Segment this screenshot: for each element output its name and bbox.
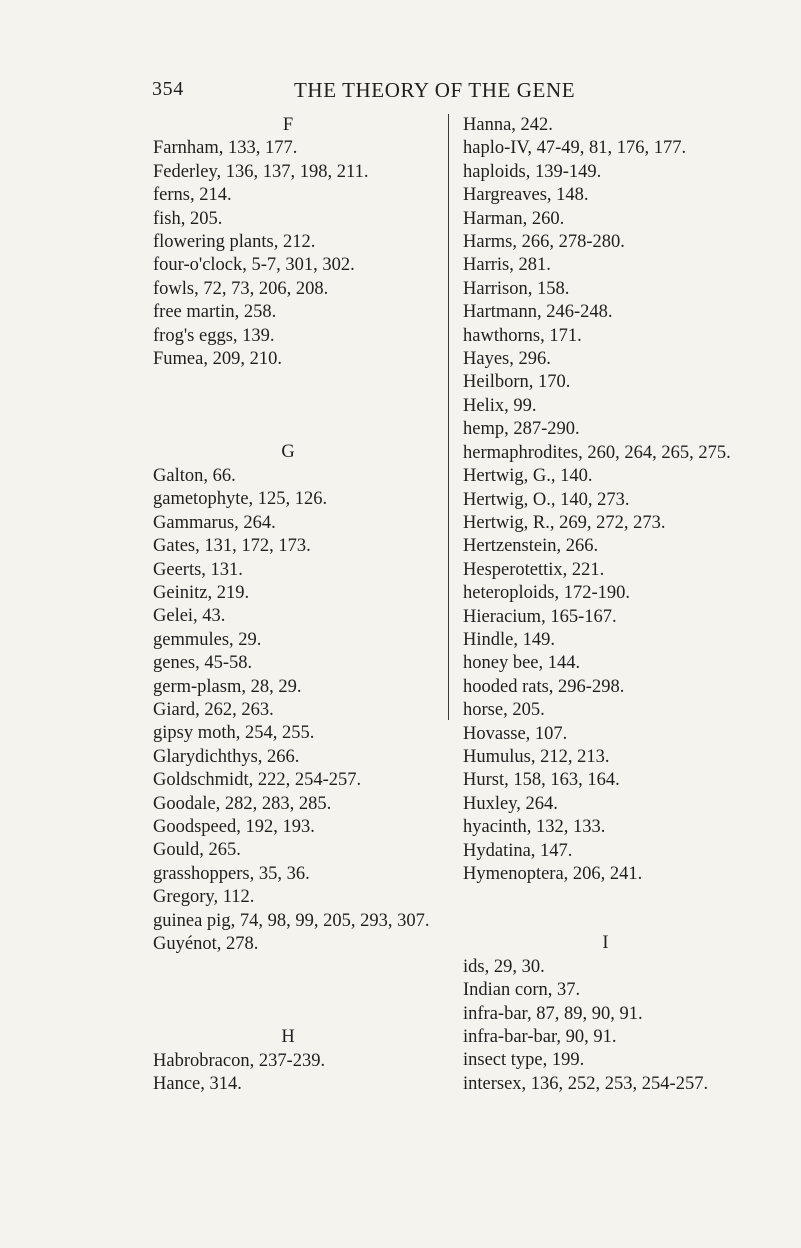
- section-spacer: [463, 886, 763, 932]
- index-entry: Fumea, 209, 210.: [153, 349, 282, 370]
- index-entry: intersex, 136, 252, 253, 254-257.: [463, 1073, 709, 1094]
- index-entry: Helix, 99.: [463, 395, 537, 416]
- index-entry: Hartmann, 246-248.: [463, 302, 613, 323]
- index-entry: Hanna, 242.: [463, 115, 553, 135]
- index-entry: Farnham, 133, 177.: [153, 138, 298, 159]
- index-entry: Huxley, 264.: [463, 793, 558, 814]
- index-entry: insect type, 199.: [463, 1050, 585, 1071]
- index-entry: hyacinth, 132, 133.: [463, 817, 606, 838]
- index-entry: Goldschmidt, 222, 254-257.: [153, 770, 362, 791]
- index-entry: Federley, 136, 137, 198, 211.: [153, 161, 369, 182]
- index-entry: horse, 205.: [463, 700, 545, 721]
- index-entry: gametophyte, 125, 126.: [153, 489, 328, 510]
- section-spacer: [153, 371, 443, 441]
- index-entry: haploids, 139-149.: [463, 161, 602, 182]
- index-entry: honey bee, 144.: [463, 653, 581, 674]
- index-entry: flowering plants, 212.: [153, 232, 316, 253]
- index-entry: Hieracium, 165-167.: [463, 606, 617, 627]
- index-entry: ferns, 214.: [153, 185, 232, 206]
- index-entry: Harris, 281.: [463, 255, 551, 276]
- index-entry: germ-plasm, 28, 29.: [153, 676, 302, 697]
- index-entry: Geerts, 131.: [153, 559, 243, 580]
- index-entry: Hindle, 149.: [463, 629, 555, 650]
- section-heading-f: F: [282, 115, 294, 135]
- index-entry: hermaphrodites, 260, 264, 265, 275.: [463, 442, 731, 463]
- index-entry: Humulus, 212, 213.: [463, 746, 610, 767]
- page-number: 354: [152, 78, 184, 100]
- index-entry: four-o'clock, 5-7, 301, 302.: [153, 255, 355, 276]
- index-entry: Gates, 131, 172, 173.: [153, 536, 311, 557]
- index-entry: free martin, 258.: [153, 302, 277, 323]
- index-entry: Harrison, 158.: [463, 278, 570, 299]
- index-entry: Gregory, 112.: [153, 887, 255, 908]
- index-column-right: [463, 114, 763, 1096]
- index-entry: Harms, 266, 278-280.: [463, 232, 625, 253]
- index-entry-wrapped: guinea pig, 74, 98, 99, 205, 293, 307.: [153, 910, 430, 931]
- index-column-left: [153, 114, 443, 1097]
- index-entry: Geinitz, 219.: [153, 582, 250, 603]
- index-entry: Guyénot, 278.: [153, 934, 259, 954]
- index-entry: frog's eggs, 139.: [153, 325, 275, 346]
- index-entry: Hertwig, O., 140, 273.: [463, 489, 630, 510]
- index-entry: Goodspeed, 192, 193.: [153, 816, 315, 837]
- section-heading-g: G: [281, 442, 295, 463]
- index-entry: Giard, 262, 263.: [153, 699, 274, 720]
- index-entry: hemp, 287-290.: [463, 419, 580, 440]
- index-entry: Hovasse, 107.: [463, 723, 568, 744]
- index-entry: Indian corn, 37.: [463, 980, 581, 1001]
- column-divider: [448, 114, 449, 720]
- index-entry: Galton, 66.: [153, 465, 236, 486]
- index-entry: Hurst, 158, 163, 164.: [463, 770, 620, 791]
- index-entry: Goodale, 282, 283, 285.: [153, 793, 332, 814]
- index-entry: Harman, 260.: [463, 208, 565, 229]
- index-entry: gipsy moth, 254, 255.: [153, 723, 315, 744]
- index-entry: Hargreaves, 148.: [463, 185, 589, 206]
- running-title: THE THEORY OF THE GENE: [294, 78, 576, 102]
- section-heading-i: I: [602, 933, 609, 954]
- index-entry: Gammarus, 264.: [153, 512, 276, 533]
- index-entry: heteroploids, 172-190.: [463, 583, 630, 604]
- index-entry: Gelei, 43.: [153, 606, 226, 627]
- index-entry: Hymenoptera, 206, 241.: [463, 864, 643, 884]
- index-entry: infra-bar, 87, 89, 90, 91.: [463, 1003, 643, 1024]
- page-header: [152, 78, 622, 108]
- index-entry: fowls, 72, 73, 206, 208.: [153, 278, 329, 299]
- index-entry: Hydatina, 147.: [463, 840, 573, 861]
- index-entry: Hertwig, R., 269, 272, 273.: [463, 512, 666, 533]
- index-entry: genes, 45-58.: [153, 653, 253, 674]
- index-entry: fish, 205.: [153, 208, 223, 229]
- index-entry: Hesperotettix, 221.: [463, 559, 605, 580]
- index-entry: Glarydichthys, 266.: [153, 746, 300, 767]
- index-entry: Hayes, 296.: [463, 349, 551, 370]
- index-entry: haplo-IV, 47-49, 81, 176, 177.: [463, 138, 687, 159]
- index-entry: ids, 29, 30.: [463, 956, 545, 977]
- index-entry: gemmules, 29.: [153, 629, 262, 650]
- index-entry: infra-bar-bar, 90, 91.: [463, 1027, 617, 1048]
- index-entry: Gould, 265.: [153, 840, 241, 861]
- section-spacer: [153, 956, 443, 1026]
- section-heading-h: H: [281, 1027, 295, 1048]
- index-entry: Heilborn, 170.: [463, 372, 571, 393]
- index-entry: Hertwig, G., 140.: [463, 466, 593, 487]
- index-entry: hooded rats, 296-298.: [463, 676, 625, 697]
- index-entry: Hance, 314.: [153, 1074, 242, 1095]
- index-entry: grasshoppers, 35, 36.: [153, 863, 310, 884]
- index-entry: Hertzenstein, 266.: [463, 536, 599, 557]
- index-entry: Habrobracon, 237-239.: [153, 1050, 326, 1071]
- index-entry: hawthorns, 171.: [463, 325, 582, 346]
